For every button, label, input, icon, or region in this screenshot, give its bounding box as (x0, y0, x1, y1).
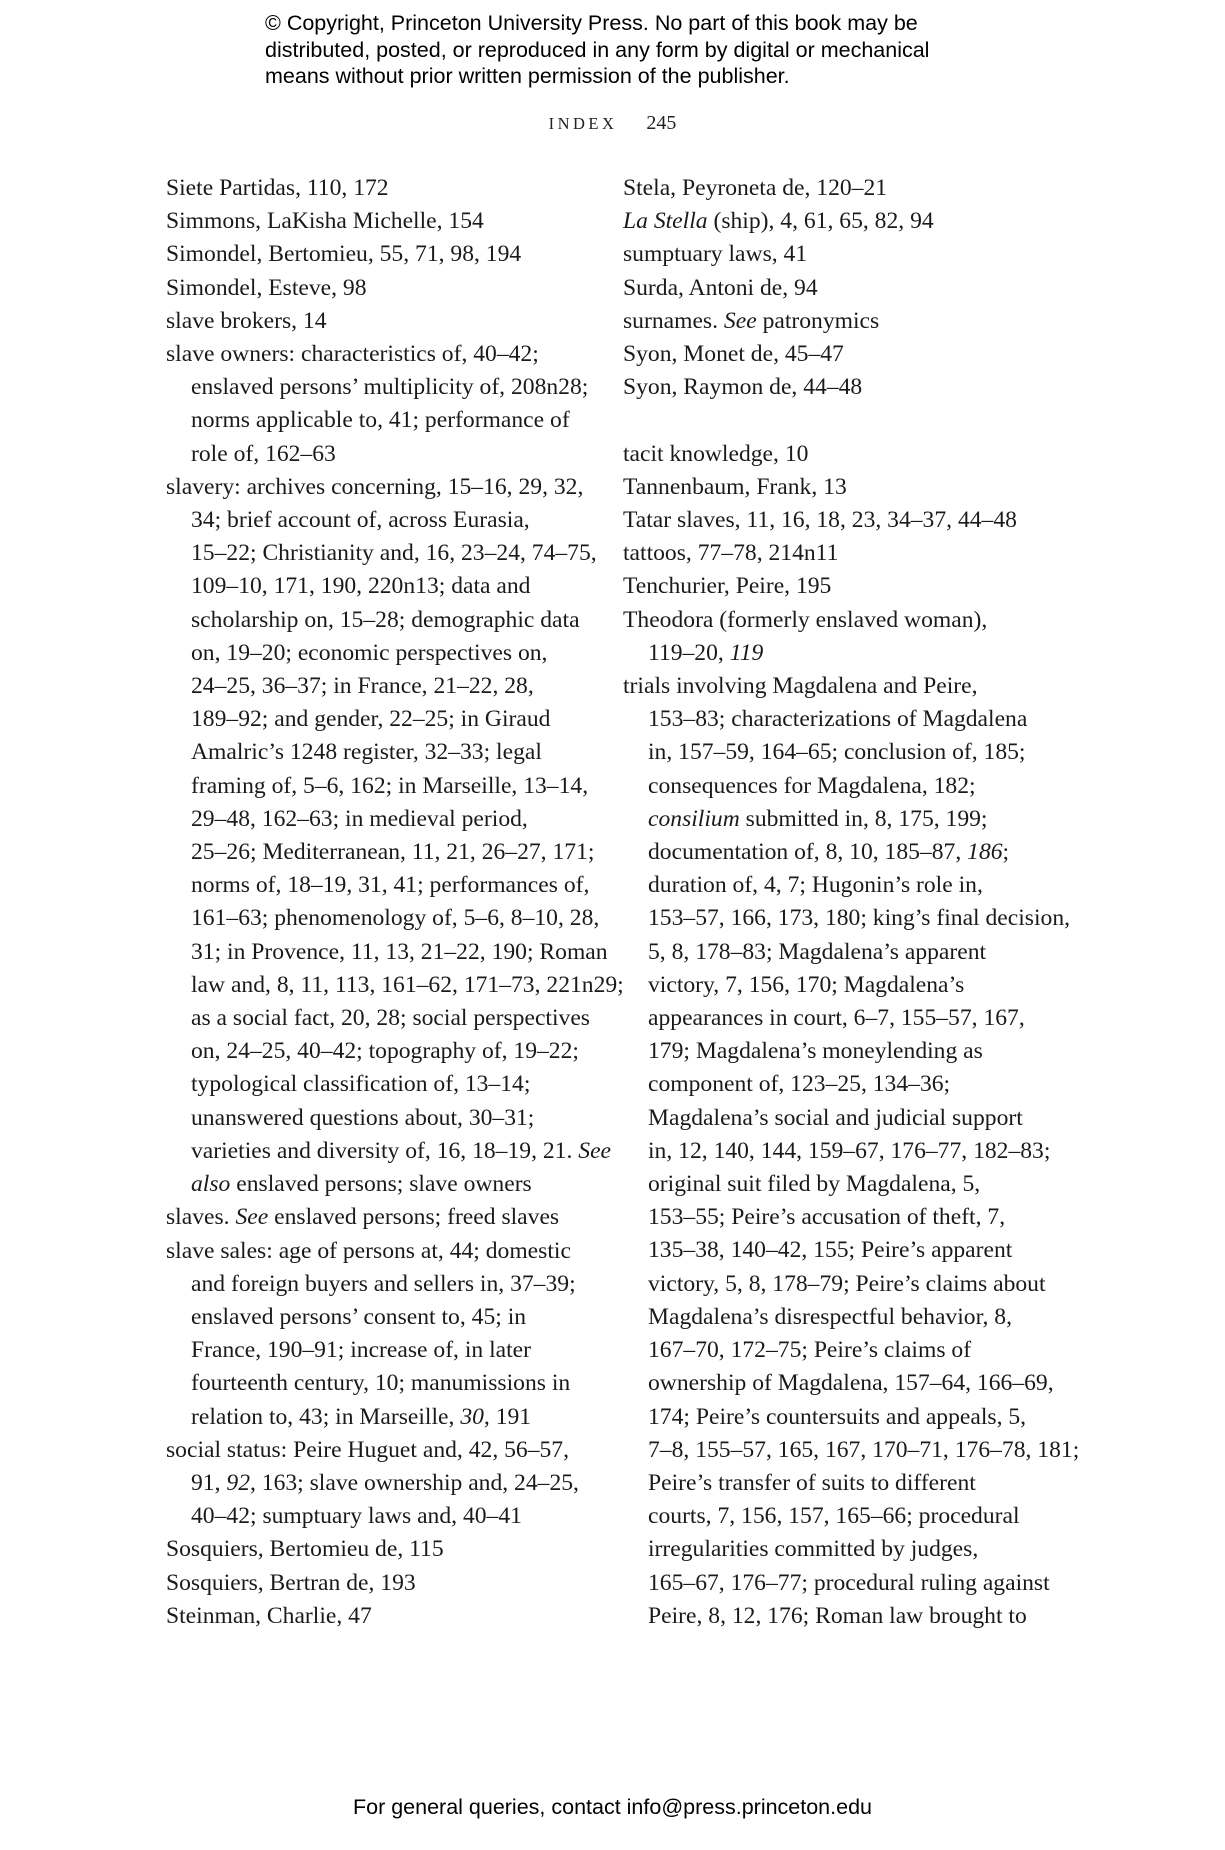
index-entry: La Stella (ship), 4, 61, 65, 82, 94 (623, 208, 934, 235)
index-entry: Siete Partidas, 110, 172 (166, 175, 389, 201)
index-entry: Tenchurier, Peire, 195 (623, 573, 832, 600)
index-entry: trials involving Magdalena and Peire, 153–83; characterizations of Magdalena in, 157–59, 164–65; conclusion of, 185; consequences for Magdalena, 182; consilium submitted in, 8, 175, 199; documentation of, 8, 10, 185–87, 186; duration of, 4, 7; Hugonin’s role in, 153–57, 166, 173, 180; king’s final decision, 5, 8, 178–83; Magdalena’s apparent victory, 7, 156, 170; Magdalena’s appearances in court, 6–7, 155–57, 167, 179; Magdalena’s moneylending as component of, 123–25, 134–36; Magdalena’s social and judicial support in, 12, 140, 144, 159–67, 176–77, 182–83; original suit filed by Magdalena, 5, 153–55; Peire’s accusation of theft, 7, 135–38, 140–42, 155; Peire’s apparent victory, 5, 8, 178–79; Peire’s claims about Magdalena’s disrespectful behavior, 8, 167–70, 172–75; Peire’s claims of ownership of Magdalena, 157–64, 166–69, 174; Peire’s countersuits and appeals, 5, 7–8, 155–57, 165, 167, 170–71, 176–78, 181; Peire’s transfer of suits to different courts, 7, 156, 157, 165–66; procedural irregularities committed by judges, 165–67, 176–77; procedural ruling against Peire, 8, 12, 176; Roman law brought to (623, 673, 1080, 1629)
running-head-label: INDEX (548, 114, 618, 133)
alphabet-gap (623, 404, 1053, 437)
index-entry: slave sales: age of persons at, 44; domestic and foreign buyers and sellers in, 37–39; enslaved persons’ consent to, 45; in France, 190–91; increase of, in later fourteenth century, 10; manumissions in relation to, 43; in Marseille, 30, 191 (166, 1237, 576, 1430)
footer-contact: For general queries, contact info@press.princeton.edu (352, 1795, 872, 1819)
italic-text: 92 (226, 1469, 250, 1496)
index-entry: Simmons, LaKisha Michelle, 154 (166, 208, 484, 235)
index-entry: surnames. See patronymics (623, 307, 880, 334)
index-entry: Syon, Monet de, 45–47 (623, 341, 844, 368)
index-entry: Tatar slaves, 11, 16, 18, 23, 34–37, 44–48 (623, 507, 1017, 534)
italic-text: See (723, 307, 757, 334)
index-entry: Syon, Raymon de, 44–48 (623, 374, 863, 401)
index-column-left (166, 172, 624, 1633)
index-entry: Steinman, Charlie, 47 (166, 1602, 372, 1629)
index-entry: slave owners: characteristics of, 40–42; enslaved persons’ multiplicity of, 208n28; norms applicable to, 41; performance of role of, 162–63 (166, 341, 589, 467)
italic-text: 186 (967, 839, 1003, 866)
index-column-right (623, 172, 1080, 1633)
index-entry: Stela, Peyroneta de, 120–21 (623, 175, 888, 201)
index-entry: sumptuary laws, 41 (623, 241, 808, 268)
index-entry: slave brokers, 14 (166, 307, 327, 334)
index-entry: slavery: archives concerning, 15–16, 29, 32, 34; brief account of, across Eurasia, 15–22; Christianity and, 16, 23–24, 74–75, 109–10, 171, 190, 220n13; data and scholarship on, 15–28; demographic data on, 19–20; economic perspectives on, 24–25, 36–37; in France, 21–22, 28, 189–92; and gender, 22–25; in Giraud Amalric’s 1248 register, 32–33; legal framing of, 5–6, 162; in Marseille, 13–14, 29–48, 162–63; in medieval period, 25–26; Mediterranean, 11, 21, 26–27, 171; norms of, 18–19, 31, 41; performances of, 161–63; phenomenology of, 5–6, 8–10, 28, 31; in Provence, 11, 13, 21–22, 190; Roman law and, 8, 11, 113, 161–62, 171–73, 221n29; as a social fact, 20, 28; social perspectives on, 24–25, 40–42; topography of, 19–22; typological classification of, 13–14; unanswered questions about, 30–31; varieties and diversity of, 16, 18–19, 21. See also enslaved persons; slave owners (166, 473, 624, 1198)
running-head (0, 112, 1225, 135)
index-entry: tacit knowledge, 10 (623, 440, 809, 467)
italic-text: 119 (729, 639, 764, 666)
index-entry: Simondel, Bertomieu, 55, 71, 98, 194 (166, 241, 522, 268)
copyright-line: distributed, posted, or reproduced in any form by digital or mechanical (265, 37, 930, 62)
index-entry: slaves. See enslaved persons; freed slaves (166, 1204, 560, 1231)
index-entry: Surda, Antoni de, 94 (623, 274, 818, 301)
copyright-line: means without prior written permission of the publisher. (265, 64, 790, 88)
italic-text: also (191, 1171, 231, 1198)
italic-text: consilium (648, 805, 740, 832)
index-entry: Tannenbaum, Frank, 13 (623, 473, 847, 500)
index-entry: Sosquiers, Bertomieu de, 115 (166, 1536, 444, 1563)
italic-text: See (235, 1204, 269, 1231)
copyright-line: © Copyright, Princeton University Press. No part of this book may be (265, 11, 918, 35)
index-entry: Simondel, Esteve, 98 (166, 274, 367, 301)
copyright-notice (265, 10, 1025, 90)
index-entry: Sosquiers, Bertran de, 193 (166, 1569, 416, 1596)
index-entry: social status: Peire Huguet and, 42, 56–57, 91, 92, 163; slave ownership and, 24–25, 40–42; sumptuary laws and, 40–41 (166, 1436, 579, 1530)
italic-text: 30 (460, 1403, 484, 1430)
italic-text: See (578, 1137, 612, 1164)
page-number: 245 (646, 112, 677, 134)
italic-text: La Stella (623, 208, 708, 235)
index-entry: tattoos, 77–78, 214n11 (623, 540, 839, 567)
index-entry: Theodora (formerly enslaved woman), 119–20, 119 (623, 606, 988, 666)
